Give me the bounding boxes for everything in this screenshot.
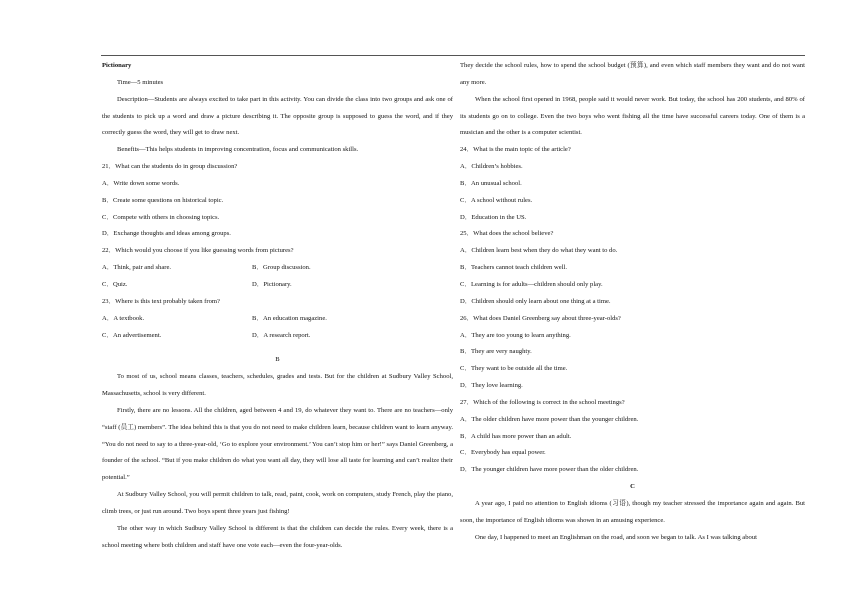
- question-25-stem: 25．What does the school believe?: [460, 230, 554, 238]
- passage-a-time: Time—5 minutes: [117, 78, 164, 86]
- question-26-stem: 26．What does Daniel Greenberg say about three-year-olds?: [460, 314, 621, 322]
- question-22-option-a: A．Think, pair and share.: [102, 264, 172, 272]
- question-23-option-a: A．A textbook.: [102, 314, 145, 322]
- question-23-options-row-1: [102, 311, 453, 328]
- question-21-stem: 21．What can the students do in group discussion?: [102, 163, 238, 171]
- question-22-option-c: C．Quiz.: [102, 280, 128, 288]
- top-rule: [101, 55, 805, 56]
- question-25-option-b: B．Teachers cannot teach children well.: [460, 264, 568, 272]
- question-25-option-a: A．Children learn best when they do what they want to do.: [460, 247, 618, 255]
- question-21-option-a: A．Write down some words.: [102, 179, 180, 187]
- question-26-option-c: C．They want to be outside all the time.: [460, 365, 568, 373]
- question-23-options-row-2: [102, 328, 453, 345]
- question-22-option-d: D．Pictionary.: [252, 280, 292, 288]
- question-24-option-c: C．A school without rules.: [460, 196, 533, 204]
- passage-b-heading: B: [275, 356, 280, 364]
- question-23-option-b: B．An education magazine.: [252, 314, 327, 322]
- question-27-option-b: B．A child has more power than an adult.: [460, 432, 572, 440]
- question-27-stem: 27．Which of the following is correct in the school meetings?: [460, 398, 625, 406]
- question-23-stem: 23．Where is this text probably taken from?: [102, 297, 220, 305]
- passage-b-paragraph-5: When the school first opened in 1968, people said it would never work. But today, the school has 200 students, and 80% of its students go on to college. Even the two boys who went fishing all the time have successful careers today. One of them is a musician and the other is a computer scientist.: [460, 95, 805, 137]
- question-24-stem: 24．What is the main topic of the article?: [460, 146, 571, 154]
- right-column: [460, 58, 805, 546]
- passage-c-paragraph-2: One day, I happened to meet an Englishman on the road, and soon we began to talk. As I was talking about: [475, 533, 757, 541]
- question-27-option-c: C．Everybody has equal power.: [460, 449, 546, 457]
- question-21-option-d: D．Exchange thoughts and ideas among groups.: [102, 230, 231, 238]
- question-22-stem: 22．Which would you choose if you like guessing words from pictures?: [102, 247, 294, 255]
- question-24-option-a: A．Children’s hobbies.: [460, 163, 523, 171]
- question-21-option-c: C．Compete with others in choosing topics.: [102, 213, 220, 221]
- passage-a-description: Description—Students are always excited to take part in this activity. You can divide the class into two groups and ask one of the students to pick up a word and draw a picture describing it. The opposite group is supposed to guess the word, and if they correctly guess the word, they will get to draw next.: [102, 95, 453, 137]
- passage-b-paragraph-4: The other way in which Sudbury Valley School is different is that the children can decide the rules. Every week, there is a school meeting where both children and staff have one vote each—even the four-year-olds.: [102, 524, 453, 549]
- passage-b-paragraph-4-continued: They decide the school rules, how to spend the school budget (预算), and even which staff members they want and do not want any more.: [460, 62, 805, 86]
- question-22-option-b: B．Group discussion.: [252, 264, 311, 272]
- question-22-options-row-2: [102, 277, 453, 294]
- question-27-option-d: D．The younger children have more power than the older children.: [460, 466, 639, 474]
- question-25-option-d: D．Children should only learn about one thing at a time.: [460, 297, 611, 305]
- question-26-option-d: D．They love learning.: [460, 382, 523, 390]
- question-23-option-c: C．An advertisement.: [102, 331, 162, 339]
- question-21-option-b: B．Create some questions on historical topic.: [102, 196, 224, 204]
- question-23-option-d: D．A research report.: [252, 331, 311, 339]
- passage-a-benefits: Benefits—This helps students in improving concentration, focus and communication skills.: [117, 146, 359, 154]
- passage-a-title: Pictionary: [102, 62, 132, 69]
- passage-b-paragraph-3: At Sudbury Valley School, you will permit children to talk, read, paint, cook, work on computers, study French, play the piano, climb trees, or just run around. Two boys spent three years just fishing!: [102, 491, 453, 515]
- question-26-option-b: B．They are very naughty.: [460, 348, 532, 356]
- question-24-option-d: D．Education in the US.: [460, 213, 527, 221]
- left-column: [102, 58, 453, 554]
- question-27-option-a: A．The older children have more power than the younger children.: [460, 415, 639, 423]
- section-gap: [102, 344, 453, 352]
- passage-c-paragraph-1: A year ago, I paid no attention to English idioms (习语), though my teacher stressed the importance again and again. But soon, the importance of English idioms was shown in an amusing experience.: [460, 499, 805, 524]
- question-25-option-c: C．Learning is for adults—children should only play.: [460, 280, 603, 288]
- question-26-option-a: A．They are too young to learn anything.: [460, 331, 571, 339]
- passage-c-heading: C: [630, 483, 635, 491]
- passage-b-paragraph-1: To most of us, school means classes, teachers, schedules, grades and tests. But for the children at Sudbury Valley School, Massachusetts, school is very different.: [102, 373, 453, 398]
- passage-b-paragraph-2: Firstly, there are no lessons. All the children, aged between 4 and 19, do whatever they want to. There are no teachers—only “staff (员工) members”. The idea behind this is that you do not need to make children learn, because children want to learn anyway. “You do not need to say to a three-year-old, ‘Go to explore your environment.’ You can’t stop him or her!” says Daniel Greenberg, a founder of the school. “But if you make children do what you want all day, they will lose all taste for learning and can’t realize their potential.”: [102, 406, 453, 482]
- question-24-option-b: B．An unusual school.: [460, 179, 522, 187]
- question-22-options-row-1: [102, 260, 453, 277]
